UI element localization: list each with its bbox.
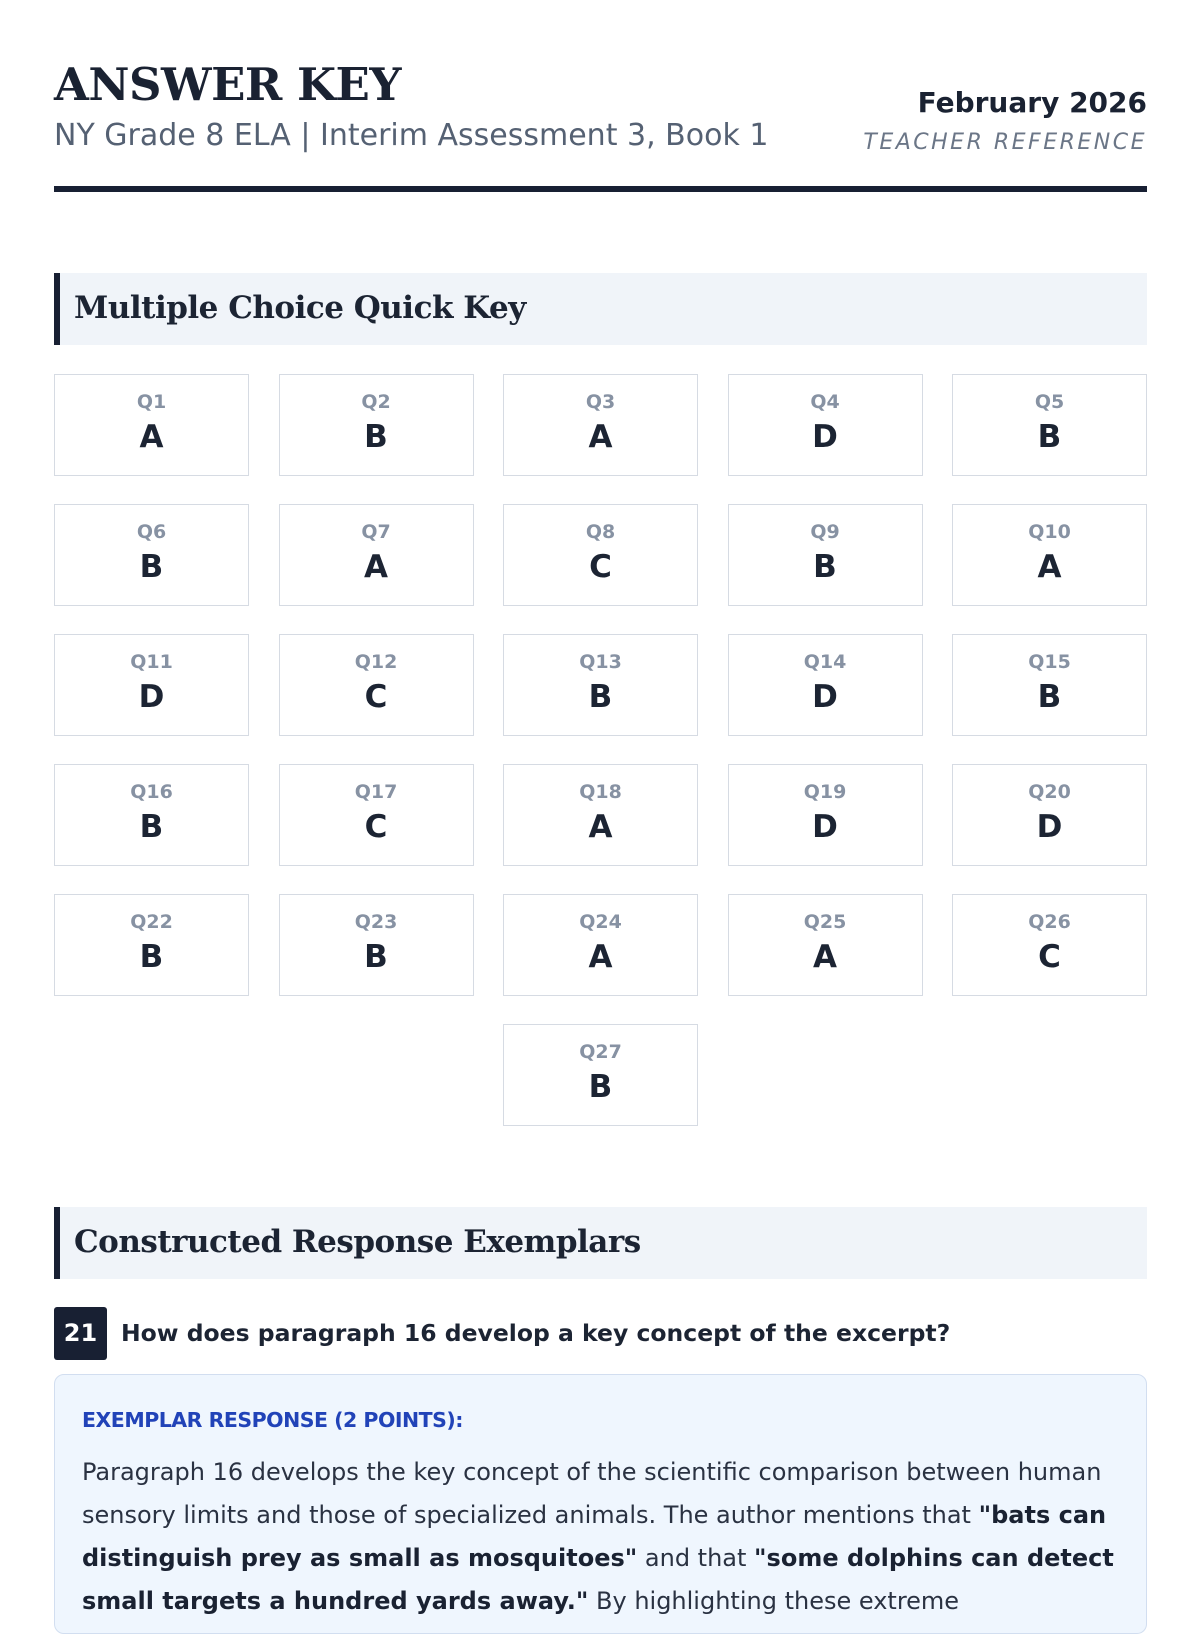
mc-answer-cell	[952, 374, 1147, 476]
mc-question-label: Q17	[354, 781, 398, 803]
mc-answer-letter: A	[364, 549, 388, 585]
mc-answer-cell	[54, 634, 249, 736]
mc-answer-cell	[728, 634, 923, 736]
mc-question-label: Q18	[579, 781, 622, 803]
mc-answer-cell	[503, 504, 698, 606]
mc-question-label: Q23	[354, 911, 398, 933]
exemplar-quote-1: "bats can distinguish prey as small as mosquitoes"	[82, 1501, 1107, 1572]
answer-key-page	[54, 0, 1147, 1615]
mc-answer-letter: B	[813, 549, 837, 585]
question-number-badge: 21	[54, 1307, 107, 1360]
mc-answer-letter: D	[812, 679, 838, 715]
mc-answer-letter: A	[813, 939, 837, 975]
mc-answer-letter: A	[588, 419, 613, 455]
mc-answer-cell	[503, 374, 698, 476]
mc-answer-letter: C	[364, 809, 388, 845]
mc-answer-cell	[952, 894, 1147, 996]
mc-answer-cell	[279, 504, 474, 606]
mc-answer-cell	[728, 894, 923, 996]
exemplar-text	[82, 1451, 1122, 1623]
mc-answer-letter: C	[589, 549, 612, 585]
mc-answer-cell	[952, 634, 1147, 736]
mc-question-label: Q6	[136, 521, 167, 543]
mc-question-label: Q9	[810, 521, 840, 543]
mc-answer-letter: D	[1036, 809, 1063, 845]
mc-question-label: Q20	[1028, 781, 1071, 803]
mc-answer-letter: A	[588, 809, 613, 845]
mc-answer-cell	[728, 374, 923, 476]
mc-question-label: Q5	[1034, 391, 1065, 413]
mc-answer-letter: D	[812, 809, 838, 845]
mc-answer-letter: A	[139, 419, 164, 455]
mc-answer-cell	[279, 764, 474, 866]
mc-answer-cell	[503, 634, 698, 736]
mc-answer-letter: B	[588, 1069, 613, 1105]
mc-answer-cell	[503, 894, 698, 996]
cr-section-header	[54, 1207, 1147, 1279]
mc-section-title: Multiple Choice Quick Key	[74, 290, 526, 326]
mc-answer-cell	[503, 1024, 698, 1126]
mc-question-label: Q1	[136, 391, 167, 413]
mc-answer-letter: B	[139, 809, 164, 845]
mc-answer-cell	[54, 894, 249, 996]
mc-answer-letter: A	[588, 939, 613, 975]
exemplar-response-box	[54, 1374, 1147, 1634]
mc-question-label: Q12	[354, 651, 398, 673]
document-title: ANSWER KEY	[54, 58, 401, 111]
mc-answer-cell	[952, 504, 1147, 606]
mc-section-header	[54, 273, 1147, 345]
mc-answer-cell	[54, 504, 249, 606]
mc-answer-letter: C	[364, 679, 388, 715]
mc-question-label: Q11	[130, 651, 173, 673]
document-subtitle: NY Grade 8 ELA | Interim Assessment 3, Book 1	[54, 118, 769, 153]
mc-answer-letter: B	[1037, 679, 1062, 715]
mc-answer-cell	[728, 764, 923, 866]
mc-answer-cell	[54, 764, 249, 866]
cr-section-title: Constructed Response Exemplars	[74, 1224, 641, 1260]
mc-question-label: Q24	[579, 911, 622, 933]
mc-question-label: Q16	[130, 781, 173, 803]
mc-answer-letter: B	[364, 419, 388, 455]
mc-question-label: Q26	[1028, 911, 1071, 933]
mc-answer-letter: C	[1038, 939, 1061, 975]
exemplar-label: EXEMPLAR RESPONSE (2 POINTS):	[82, 1408, 463, 1432]
mc-answer-cell	[279, 374, 474, 476]
mc-question-label: Q4	[810, 391, 840, 413]
mc-answer-letter: B	[364, 939, 388, 975]
mc-answer-letter: B	[139, 549, 164, 585]
exemplar-joiner: and that	[637, 1544, 755, 1572]
mc-answer-cell	[503, 764, 698, 866]
mc-question-label: Q25	[803, 911, 847, 933]
mc-question-label: Q15	[1028, 651, 1071, 673]
mc-question-label: Q2	[361, 391, 391, 413]
mc-answer-cell	[952, 764, 1147, 866]
mc-question-label: Q3	[585, 391, 616, 413]
mc-question-label: Q22	[130, 911, 173, 933]
mc-question-label: Q27	[579, 1041, 622, 1063]
mc-answer-letter: D	[138, 679, 165, 715]
exemplar-tail: By highlighting these extreme	[588, 1587, 960, 1615]
mc-answer-letter: A	[1037, 549, 1062, 585]
mc-question-label: Q19	[803, 781, 847, 803]
mc-answer-cell	[279, 634, 474, 736]
mc-question-label: Q8	[585, 521, 616, 543]
mc-question-label: Q7	[361, 521, 391, 543]
header-divider	[54, 186, 1147, 192]
document-date: February 2026	[917, 86, 1147, 119]
exemplar-quote-2: "some dolphins can detect small targets a hundred yards away."	[82, 1544, 1114, 1615]
teacher-reference-label: TEACHER REFERENCE	[863, 130, 1147, 155]
mc-question-label: Q13	[579, 651, 622, 673]
exemplar-intro: Paragraph 16 develops the key concept of the scientific comparison between human sensory limits and those of specialized animals. The author mentions that	[82, 1458, 1102, 1529]
mc-answer-letter: B	[1037, 419, 1062, 455]
mc-answer-cell	[728, 504, 923, 606]
mc-answer-letter: D	[812, 419, 838, 455]
mc-question-label: Q10	[1028, 521, 1071, 543]
question-text: How does paragraph 16 develop a key concept of the excerpt?	[121, 1319, 951, 1347]
mc-answer-cell	[279, 894, 474, 996]
mc-answer-letter: B	[139, 939, 164, 975]
mc-question-label: Q14	[803, 651, 847, 673]
mc-answer-letter: B	[588, 679, 613, 715]
mc-answer-cell	[54, 374, 249, 476]
